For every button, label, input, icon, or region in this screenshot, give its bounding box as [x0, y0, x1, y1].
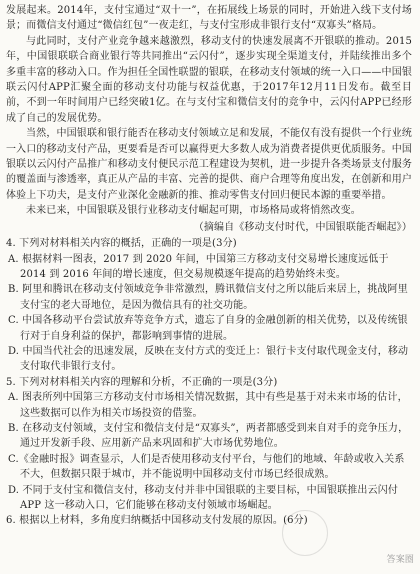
watermark-text: 答案圈 [386, 554, 414, 565]
question-5-stem: 5. 下列对材料相关内容的理解和分析，不正确的一项是(3分) [6, 376, 278, 388]
question-4-option-b: B. 阿里和腾讯在移动支付领域竞争非常激烈，腾讯微信支付之所以能后来居上，挑战阿里支付宝的老大哥地位，是因为微信具有的社交功能。 [8, 284, 408, 311]
question-5-option-d: D. 不同于支付宝和微信支付，移动支付并非中国银联的主要目标，中国银联推出云闪付 APP 这一移动入口，它们能够在移动支付领域市场崛起。 [8, 484, 399, 511]
article-source: （摘编自《移动支付时代，中国银联能否崛起》） [193, 221, 412, 233]
question-5-option-b: B. 在移动支付领域，支付宝和微信支付是“双寡头”，两者都感受到来自对手的竞争压力，通过开发新手段、应用新产品来巩固和扩大市场优势地位。 [8, 422, 409, 450]
question-6-stem: 6. 根据以上材料，多角度归纳概括中国移动支付发展的原因。(6分) [6, 515, 308, 527]
question-4 [6, 236, 412, 375]
article-paragraph-1: 发展起来。2014年，支付宝通过“双十一”，在拓展线上场景的同时，开始进入线下支付场景；而微信支付通过“微信红包”一夜走红，与支付宝形成非银行支付“双寡头”格局。 [6, 5, 412, 32]
article-paragraph-4: 未来已来，中国银联及银行业移动支付崛起可期，市场格局或将悄然改变。 [26, 205, 361, 217]
article-paragraph-2: 与此同时，支付产业竞争越来越激烈，移动支付的快速发展离不开银联的推动。2015年，中国银联联合商业银行等共同推出“云闪付”，逐步实现全渠道支付，并陆续推出多个多重丰富的移动入口。作为担任全国性联盟的银联，在移动支付领域的统一入口——中国银联云闪付APP汇聚全面的移动支付功能与权益优惠，于2017年12月11日发布。截至目前，不到一年时间用户已经突破1亿。在与支付宝和微信支付的竞争中，云闪付APP已经形成了自己的发展优势。 [6, 35, 412, 124]
question-5-option-a: A. 图表所列中国第三方移动支付市场相关情况数据，其中有些是基于对未来市场的估计，这些数据可以作为相关市场投资的借鉴。 [8, 392, 408, 419]
question-4-stem: 4. 下列对材料相关内容的概括，正确的一项是(3分) [6, 238, 237, 250]
question-5-option-c: C.《金融时报》调查显示，人们是否使用移动支付平台，与他们的地域、年龄或收入关系不大，但数据只限于城市，并不能说明中国移动支付市场已经很成熟。 [8, 453, 405, 481]
watermark-stamp-icon [282, 510, 328, 556]
article-paragraph-3: 当然，中国银联和银行能否在移动支付领域立足和发展，不能仅有没有提供一个行业统一入口的移动支付产品，更要看是否可以赢得更大多数人成为消费者提供更优质服务。中国银联以云闪付产品推广和移动支付便民示范工程建设为契机，进一步提升各类场景支付服务的覆盖面与渗透率，真正从产品的丰富、完善的提供、商户合理等角度出发，在创新和用户体验上下功夫，是支付产业深化金融新的推、推动零售支付回归便民本源的重要举措。 [6, 128, 412, 201]
question-4-option-a: A. 根据材料一图表，2017 到 2020 年间，中国第三方移动支付交易增长速度远低于 2014 到 2016 年间的增长速度，但交易规模逐年提高的趋势始终未变。 [8, 253, 389, 280]
question-5 [6, 375, 412, 514]
question-4-option-c: C. 中国各移动平台尝试放弃等竞争方式，遗忘了自身的金融创新的相关优势，以及传统银行对于自身利益的保护，都影响到事情的进展。 [8, 315, 408, 342]
question-4-option-d: D. 中国当代社会的迅速发展，反映在支付方式的变迁上：银行卡支付取代现金支付，移动支付取代非银行支付。 [8, 345, 409, 373]
question-6 [6, 513, 412, 528]
